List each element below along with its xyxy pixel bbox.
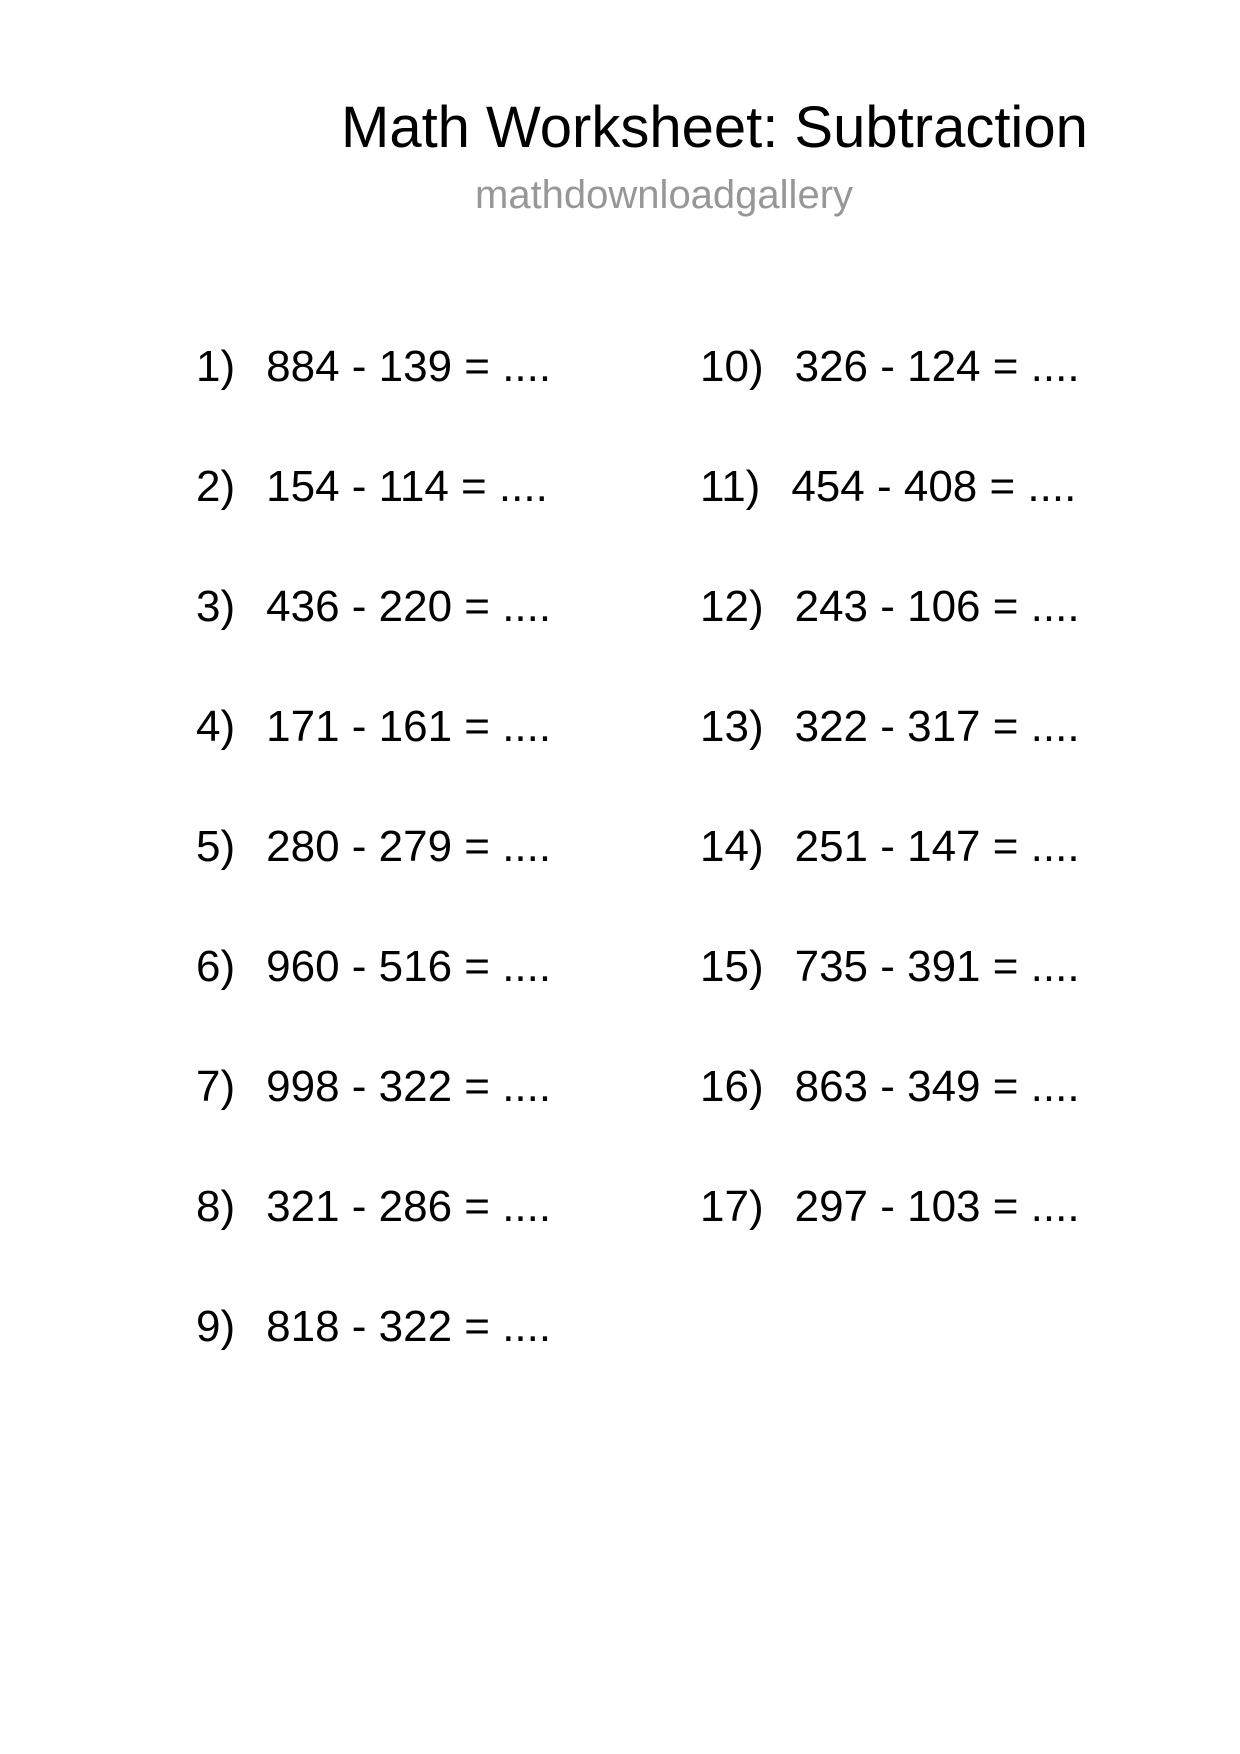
problem-number: 6) [196, 942, 236, 991]
problem-number: 1) [196, 342, 236, 391]
problem-row [196, 547, 551, 667]
problems-column-right [700, 307, 1080, 1267]
page-title: Math Worksheet: Subtraction [341, 95, 1088, 160]
problem-row [700, 427, 1080, 547]
problem-expression: 297 - 103 = .... [794, 1182, 1080, 1231]
problem-row [196, 1147, 551, 1267]
problem-row [196, 1027, 551, 1147]
problem-row [700, 907, 1080, 1027]
problem-number: 11) [700, 462, 761, 511]
problem-expression: 454 - 408 = .... [791, 462, 1077, 511]
problem-number: 8) [196, 1182, 236, 1231]
problem-row [196, 1267, 551, 1387]
problem-row [700, 787, 1080, 907]
problem-number: 10) [700, 342, 764, 391]
problem-row [196, 787, 551, 907]
problem-number: 13) [700, 702, 764, 751]
problem-number: 4) [196, 702, 236, 751]
problem-expression: 154 - 114 = .... [266, 462, 548, 511]
problem-expression: 863 - 349 = .... [794, 1062, 1080, 1111]
problem-number: 14) [700, 822, 764, 871]
problem-row [700, 1147, 1080, 1267]
problem-number: 9) [196, 1302, 236, 1351]
problem-row [196, 667, 551, 787]
problem-row [196, 307, 551, 427]
problem-expression: 243 - 106 = .... [794, 582, 1080, 631]
problem-row [700, 1027, 1080, 1147]
problem-expression: 251 - 147 = .... [794, 822, 1080, 871]
problem-number: 2) [196, 462, 236, 511]
problem-number: 12) [700, 582, 764, 631]
problem-number: 7) [196, 1062, 236, 1111]
problem-expression: 436 - 220 = .... [266, 582, 552, 631]
problem-expression: 818 - 322 = .... [266, 1302, 552, 1351]
problem-expression: 326 - 124 = .... [794, 342, 1080, 391]
problem-number: 16) [700, 1062, 764, 1111]
problem-expression: 735 - 391 = .... [794, 942, 1080, 991]
problem-number: 17) [700, 1182, 764, 1231]
problem-number: 3) [196, 582, 236, 631]
problem-expression: 960 - 516 = .... [266, 942, 552, 991]
page-subtitle: mathdownloadgallery [475, 173, 854, 217]
problem-expression: 171 - 161 = .... [266, 702, 552, 751]
problem-row [196, 907, 551, 1027]
problem-expression: 280 - 279 = .... [266, 822, 552, 871]
problem-expression: 322 - 317 = .... [794, 702, 1080, 751]
problem-row [700, 667, 1080, 787]
problem-expression: 321 - 286 = .... [266, 1182, 552, 1231]
problem-number: 15) [700, 942, 764, 991]
problem-expression: 998 - 322 = .... [266, 1062, 552, 1111]
problem-row [196, 427, 551, 547]
problems-column-left [196, 307, 551, 1387]
problem-expression: 884 - 139 = .... [266, 342, 552, 391]
problem-row [700, 547, 1080, 667]
problem-number: 5) [196, 822, 236, 871]
problem-row [700, 307, 1080, 427]
